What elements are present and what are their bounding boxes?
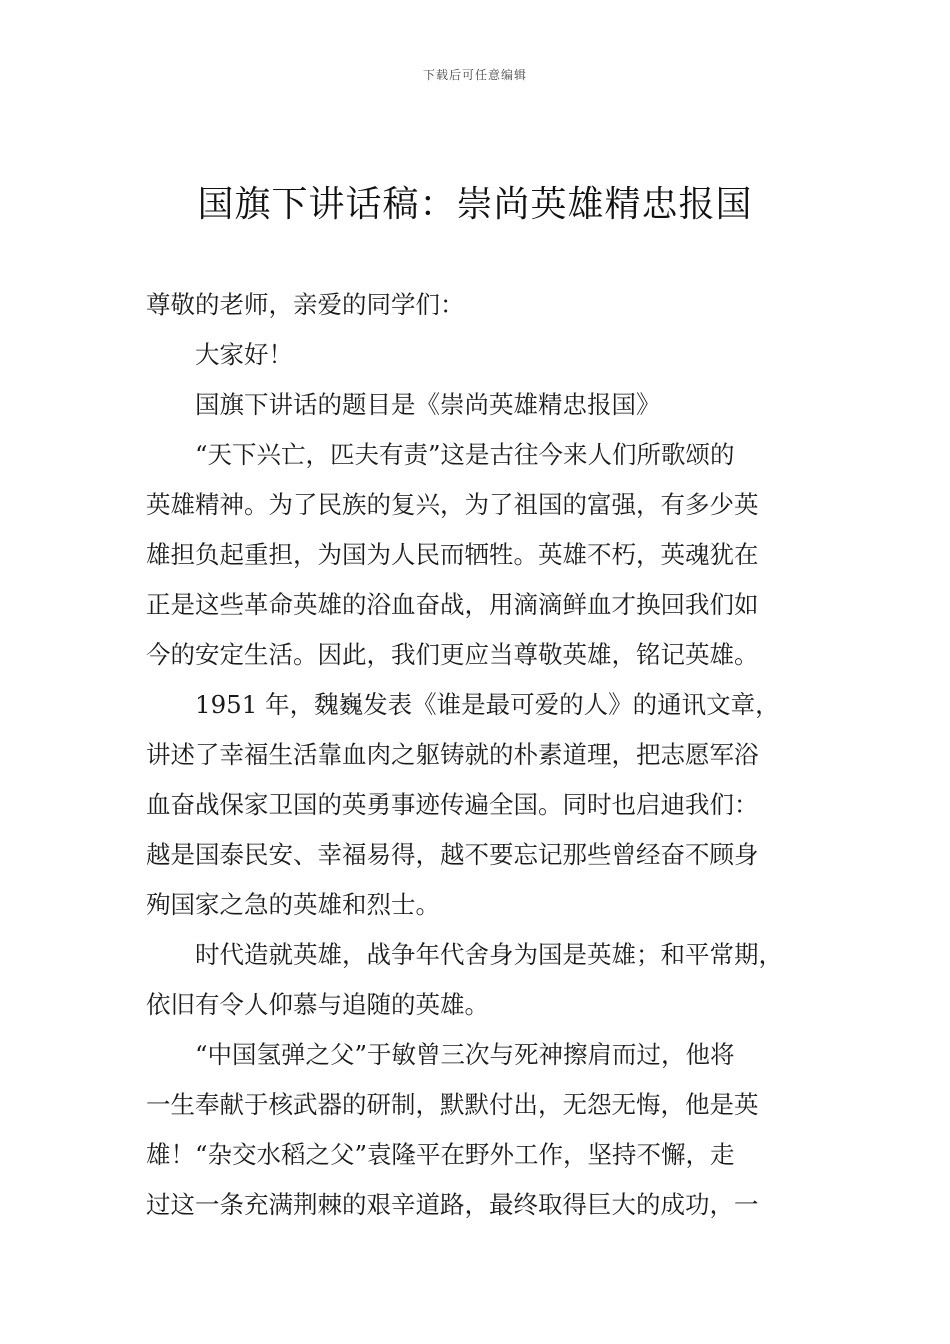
body-line: 时代造就英雄，战争年代舍身为国是英雄；和平常期， [195,940,783,969]
body-line: 雄担负起重担，为国为人民而牺牲。英雄不朽，英魂犹在 [146,540,759,569]
greeting-line: 大家好！ [195,340,293,369]
body-line: “天下兴亡，匹夫有责”这是古往今来人们所歌颂的 [195,440,735,469]
salutation-line: 尊敬的老师，亲爱的同学们： [146,290,465,319]
body-line: “中国氢弹之父”于敏曾三次与死神擦肩而过，他将 [195,1040,735,1069]
body-line: 过这一条充满荆棘的艰辛道路，最终取得巨大的成功，一 [146,1190,759,1219]
body-line: 英雄精神。为了民族的复兴，为了祖国的富强，有多少英 [146,490,759,519]
body-line: 讲述了幸福生活靠血肉之躯铸就的朴素道理，把志愿军浴 [146,740,759,769]
body-line: 越是国泰民安、幸福易得，越不要忘记那些曾经奋不顾身 [146,840,759,869]
body-line: 血奋战保家卫国的英勇事迹传遍全国。同时也启迪我们： [146,790,759,819]
topic-line: 国旗下讲话的题目是《崇尚英雄精忠报国》 [195,390,661,419]
body-line: 正是这些革命英雄的浴血奋战，用滴滴鲜血才换回我们如 [146,590,759,619]
header-note: 下载后可任意编辑 [422,68,527,82]
body-line: 今的安定生活。因此，我们更应当尊敬英雄，铭记英雄。 [146,640,759,669]
document-title: 国旗下讲话稿：崇尚英雄精忠报国 [197,184,753,225]
body-line: 一生奉献于核武器的研制，默默付出，无怨无悔，他是英 [146,1090,759,1119]
body-line: 依旧有令人仰慕与追随的英雄。 [146,990,489,1019]
body-line: 1951 年，魏巍发表《谁是最可爱的人》的通讯文章， [195,690,780,719]
body-line: 殉国家之急的英雄和烈士。 [146,890,440,919]
body-line: 雄！“杂交水稻之父”袁隆平在野外工作，坚持不懈，走 [146,1140,735,1169]
document-body [146,280,836,1230]
